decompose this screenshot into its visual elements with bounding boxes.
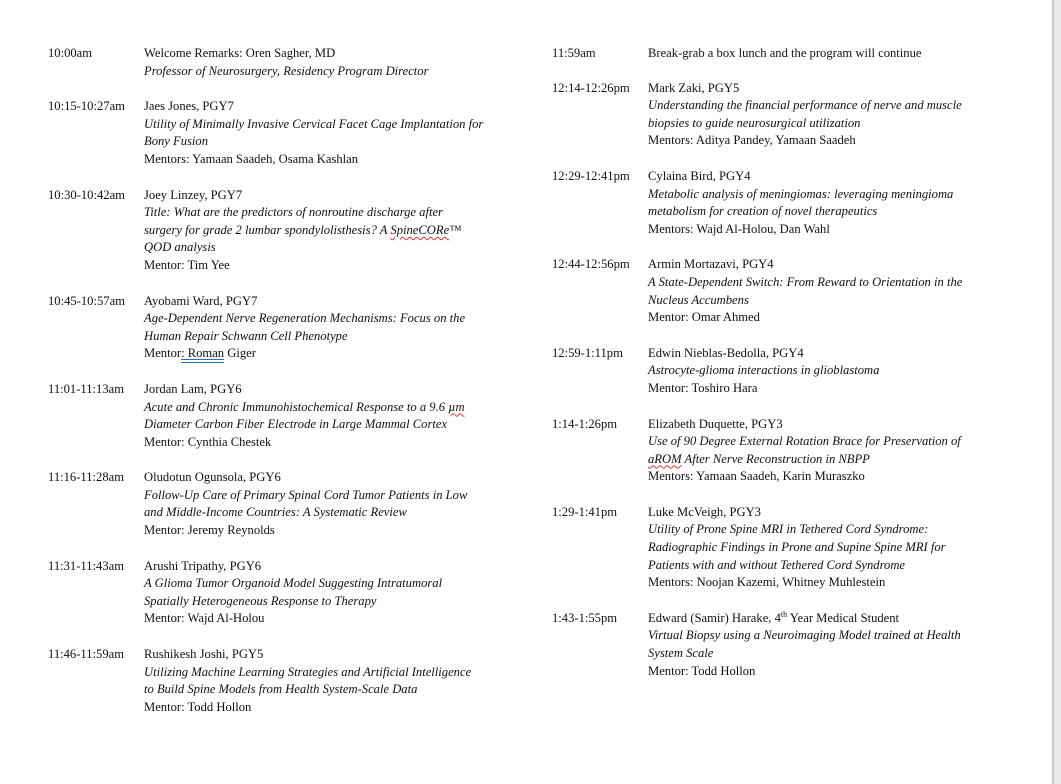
entry-mentor: Mentor: Toshiro Hara: [648, 380, 758, 395]
entry-time: 11:16-11:28am: [48, 470, 125, 485]
entry-title-line: Utilizing Machine Learning Strategies and Artificial Intelligence: [144, 664, 472, 679]
entry-title-line: Follow-Up Care of Primary Spinal Cord Tumor Patients in Low: [144, 487, 468, 502]
entry-details: [648, 45, 992, 63]
entry-time: 12:44-12:56pm: [552, 257, 630, 272]
entry-details: [144, 98, 513, 168]
schedule-left-column: [48, 45, 513, 716]
entry-title-line: QOD analysis: [144, 240, 216, 255]
entry-mentor: Mentor: Jeremy Reynolds: [144, 523, 275, 538]
schedule-entry: [48, 187, 513, 275]
entry-title-line: Spatially Heterogeneous Response to Therapy: [144, 593, 377, 608]
entry-time: 1:43-1:55pm: [552, 610, 618, 625]
schedule-entry: [552, 45, 992, 63]
entry-title-line: aROM After Nerve Reconstruction in NBPP: [648, 451, 870, 466]
entry-time: 12:59-1:11pm: [552, 345, 623, 360]
entry-time: 10:45-10:57am: [48, 293, 125, 308]
entry-title-line: Utility of Minimally Invasive Cervical Facet Cage Implantation for: [144, 116, 484, 131]
entry-speaker: Edwin Nieblas-Bedolla, PGY4: [648, 345, 804, 360]
entry-speaker: Rushikesh Joshi, PGY5: [144, 647, 264, 662]
entry-title-line: Diameter Carbon Fiber Electrode in Large Mammal Cortex: [144, 417, 448, 432]
entry-speaker: Oludotun Ogunsola, PGY6: [144, 470, 281, 485]
schedule-entry: [552, 80, 992, 150]
schedule-entry: [48, 646, 513, 716]
entry-details: [144, 381, 513, 451]
entry-title-line: biopsies to guide neurosurgical utilization: [648, 115, 861, 130]
entry-speaker: Break-grab a box lunch and the program will continue: [648, 46, 922, 60]
entry-title-line: Nucleus Accumbens: [648, 292, 749, 307]
entry-time: 1:29-1:41pm: [552, 504, 618, 519]
entry-mentor: Mentors: Noojan Kazemi, Whitney Muhlestein: [648, 575, 886, 590]
entry-time: 11:46-11:59am: [48, 647, 125, 662]
schedule-entry: [48, 293, 513, 363]
entry-speaker: Cylaina Bird, PGY4: [648, 168, 751, 183]
entry-details: [648, 345, 992, 398]
entry-title-line: metabolism for creation of novel therapeutics: [648, 204, 878, 219]
entry-time: 11:31-11:43am: [48, 558, 125, 573]
entry-speaker: Mark Zaki, PGY5: [648, 80, 740, 95]
entry-speaker: Arushi Tripathy, PGY6: [144, 558, 262, 573]
entry-title-line: Age-Dependent Nerve Regeneration Mechanisms: Focus on the: [144, 311, 466, 326]
schedule-entry: [48, 45, 513, 80]
entry-title-line: A State-Dependent Switch: From Reward to Orientation in the: [648, 274, 963, 289]
entry-time: 12:29-12:41pm: [552, 168, 630, 183]
entry-time: 10:15-10:27am: [48, 99, 125, 114]
entry-details: [144, 293, 513, 363]
entry-speaker: Jordan Lam, PGY6: [144, 381, 242, 396]
entry-time: 11:59am: [552, 46, 596, 60]
entry-title-line: Patients with and without Tethered Cord Syndrome: [648, 557, 906, 572]
entry-speaker: Welcome Remarks: Oren Sagher, MD: [144, 46, 336, 60]
entry-details: [144, 646, 513, 716]
schedule-entry: [552, 610, 992, 680]
entry-details: [648, 256, 992, 326]
entry-title-line: Astrocyte-glioma interactions in glioblastoma: [648, 363, 880, 378]
entry-details: [648, 80, 992, 150]
entry-speaker: Ayobami Ward, PGY7: [144, 293, 258, 308]
schedule-entry: [552, 416, 992, 486]
entry-speaker: Luke McVeigh, PGY3: [648, 504, 761, 519]
entry-title-line: Understanding the financial performance of nerve and muscle: [648, 98, 962, 113]
entry-title-line: Utility of Prone Spine MRI in Tethered Cord Syndrome:: [648, 522, 929, 537]
entry-title-line: Use of 90 Degree External Rotation Brace for Preservation of: [648, 434, 961, 449]
entry-speaker: Joey Linzey, PGY7: [144, 187, 243, 202]
schedule-entry: [48, 558, 513, 628]
entry-details: [144, 45, 513, 80]
entry-speaker: Edward (Samir) Harake, 4th Year Medical Student: [648, 609, 900, 625]
entry-title-line: to Build Spine Models from Health System-Scale Data: [144, 682, 418, 697]
entry-title-line: Virtual Biopsy using a Neuroimaging Model trained at Health: [648, 628, 961, 643]
entry-mentor: Mentor: Wajd Al-Holou: [144, 611, 265, 626]
entry-mentor: Mentor: Tim Yee: [144, 257, 230, 272]
entry-time: 1:14-1:26pm: [552, 416, 618, 431]
entry-mentor: Mentor: Omar Ahmed: [648, 310, 760, 325]
entry-details: [144, 558, 513, 628]
entry-details: [648, 610, 992, 680]
entry-time: 12:14-12:26pm: [552, 80, 630, 95]
entry-details: [648, 504, 992, 592]
entry-title-line: and Middle-Income Countries: A Systematic Review: [144, 505, 407, 520]
window-gutter: [1054, 0, 1061, 784]
schedule-entry: [552, 168, 992, 238]
entry-mentor: Mentor: Cynthia Chestek: [144, 434, 272, 449]
entry-mentor: Mentor: Todd Hollon: [648, 663, 756, 678]
entry-speaker: Elizabeth Duquette, PGY3: [648, 416, 783, 431]
entry-title-line: Title: What are the predictors of nonroutine discharge after: [144, 205, 443, 220]
entry-time: 10:30-10:42am: [48, 187, 125, 202]
entry-time: 10:00am: [48, 46, 93, 60]
entry-mentor: Mentor: Todd Hollon: [144, 699, 252, 714]
schedule-right-column: [552, 45, 992, 680]
entry-speaker: Jaes Jones, PGY7: [144, 99, 234, 114]
entry-details: [648, 168, 992, 238]
schedule-entry: [48, 469, 513, 539]
entry-details: [144, 187, 513, 275]
entry-time: 11:01-11:13am: [48, 381, 125, 396]
entry-title-line: Professor of Neurosurgery, Residency Program Director: [144, 63, 429, 78]
entry-details: [144, 469, 513, 539]
entry-speaker: Armin Mortazavi, PGY4: [648, 257, 774, 272]
entry-title-line: surgery for grade 2 lumbar spondylolisthesis? A SpineCORe™: [144, 222, 462, 237]
entry-mentor: Mentors: Aditya Pandey, Yamaan Saadeh: [648, 133, 856, 148]
entry-title-line: Human Repair Schwann Cell Phenotype: [144, 328, 348, 343]
entry-mentor: Mentors: Yamaan Saadeh, Karin Muraszko: [648, 469, 865, 484]
entry-title-line: Acute and Chronic Immunohistochemical Response to a 9.6 µm: [144, 399, 465, 414]
entry-title-line: A Glioma Tumor Organoid Model Suggesting Intratumoral: [144, 576, 443, 591]
entry-mentor: Mentor: Roman Giger: [144, 346, 256, 361]
schedule-entry: [48, 98, 513, 168]
schedule-entry: [48, 381, 513, 451]
schedule-entry: [552, 504, 992, 592]
schedule-entry: [552, 345, 992, 398]
entry-title-line: Metabolic analysis of meningiomas: leveraging meningioma: [648, 186, 954, 201]
schedule-entry: [552, 256, 992, 326]
entry-details: [648, 416, 992, 486]
entry-title-line: System Scale: [648, 646, 714, 661]
entry-title-line: Bony Fusion: [144, 134, 209, 149]
entry-mentor: Mentors: Wajd Al-Holou, Dan Wahl: [648, 221, 830, 236]
entry-mentor: Mentors: Yamaan Saadeh, Osama Kashlan: [144, 151, 359, 166]
entry-title-line: Radiographic Findings in Prone and Supine Spine MRI for: [648, 540, 946, 555]
